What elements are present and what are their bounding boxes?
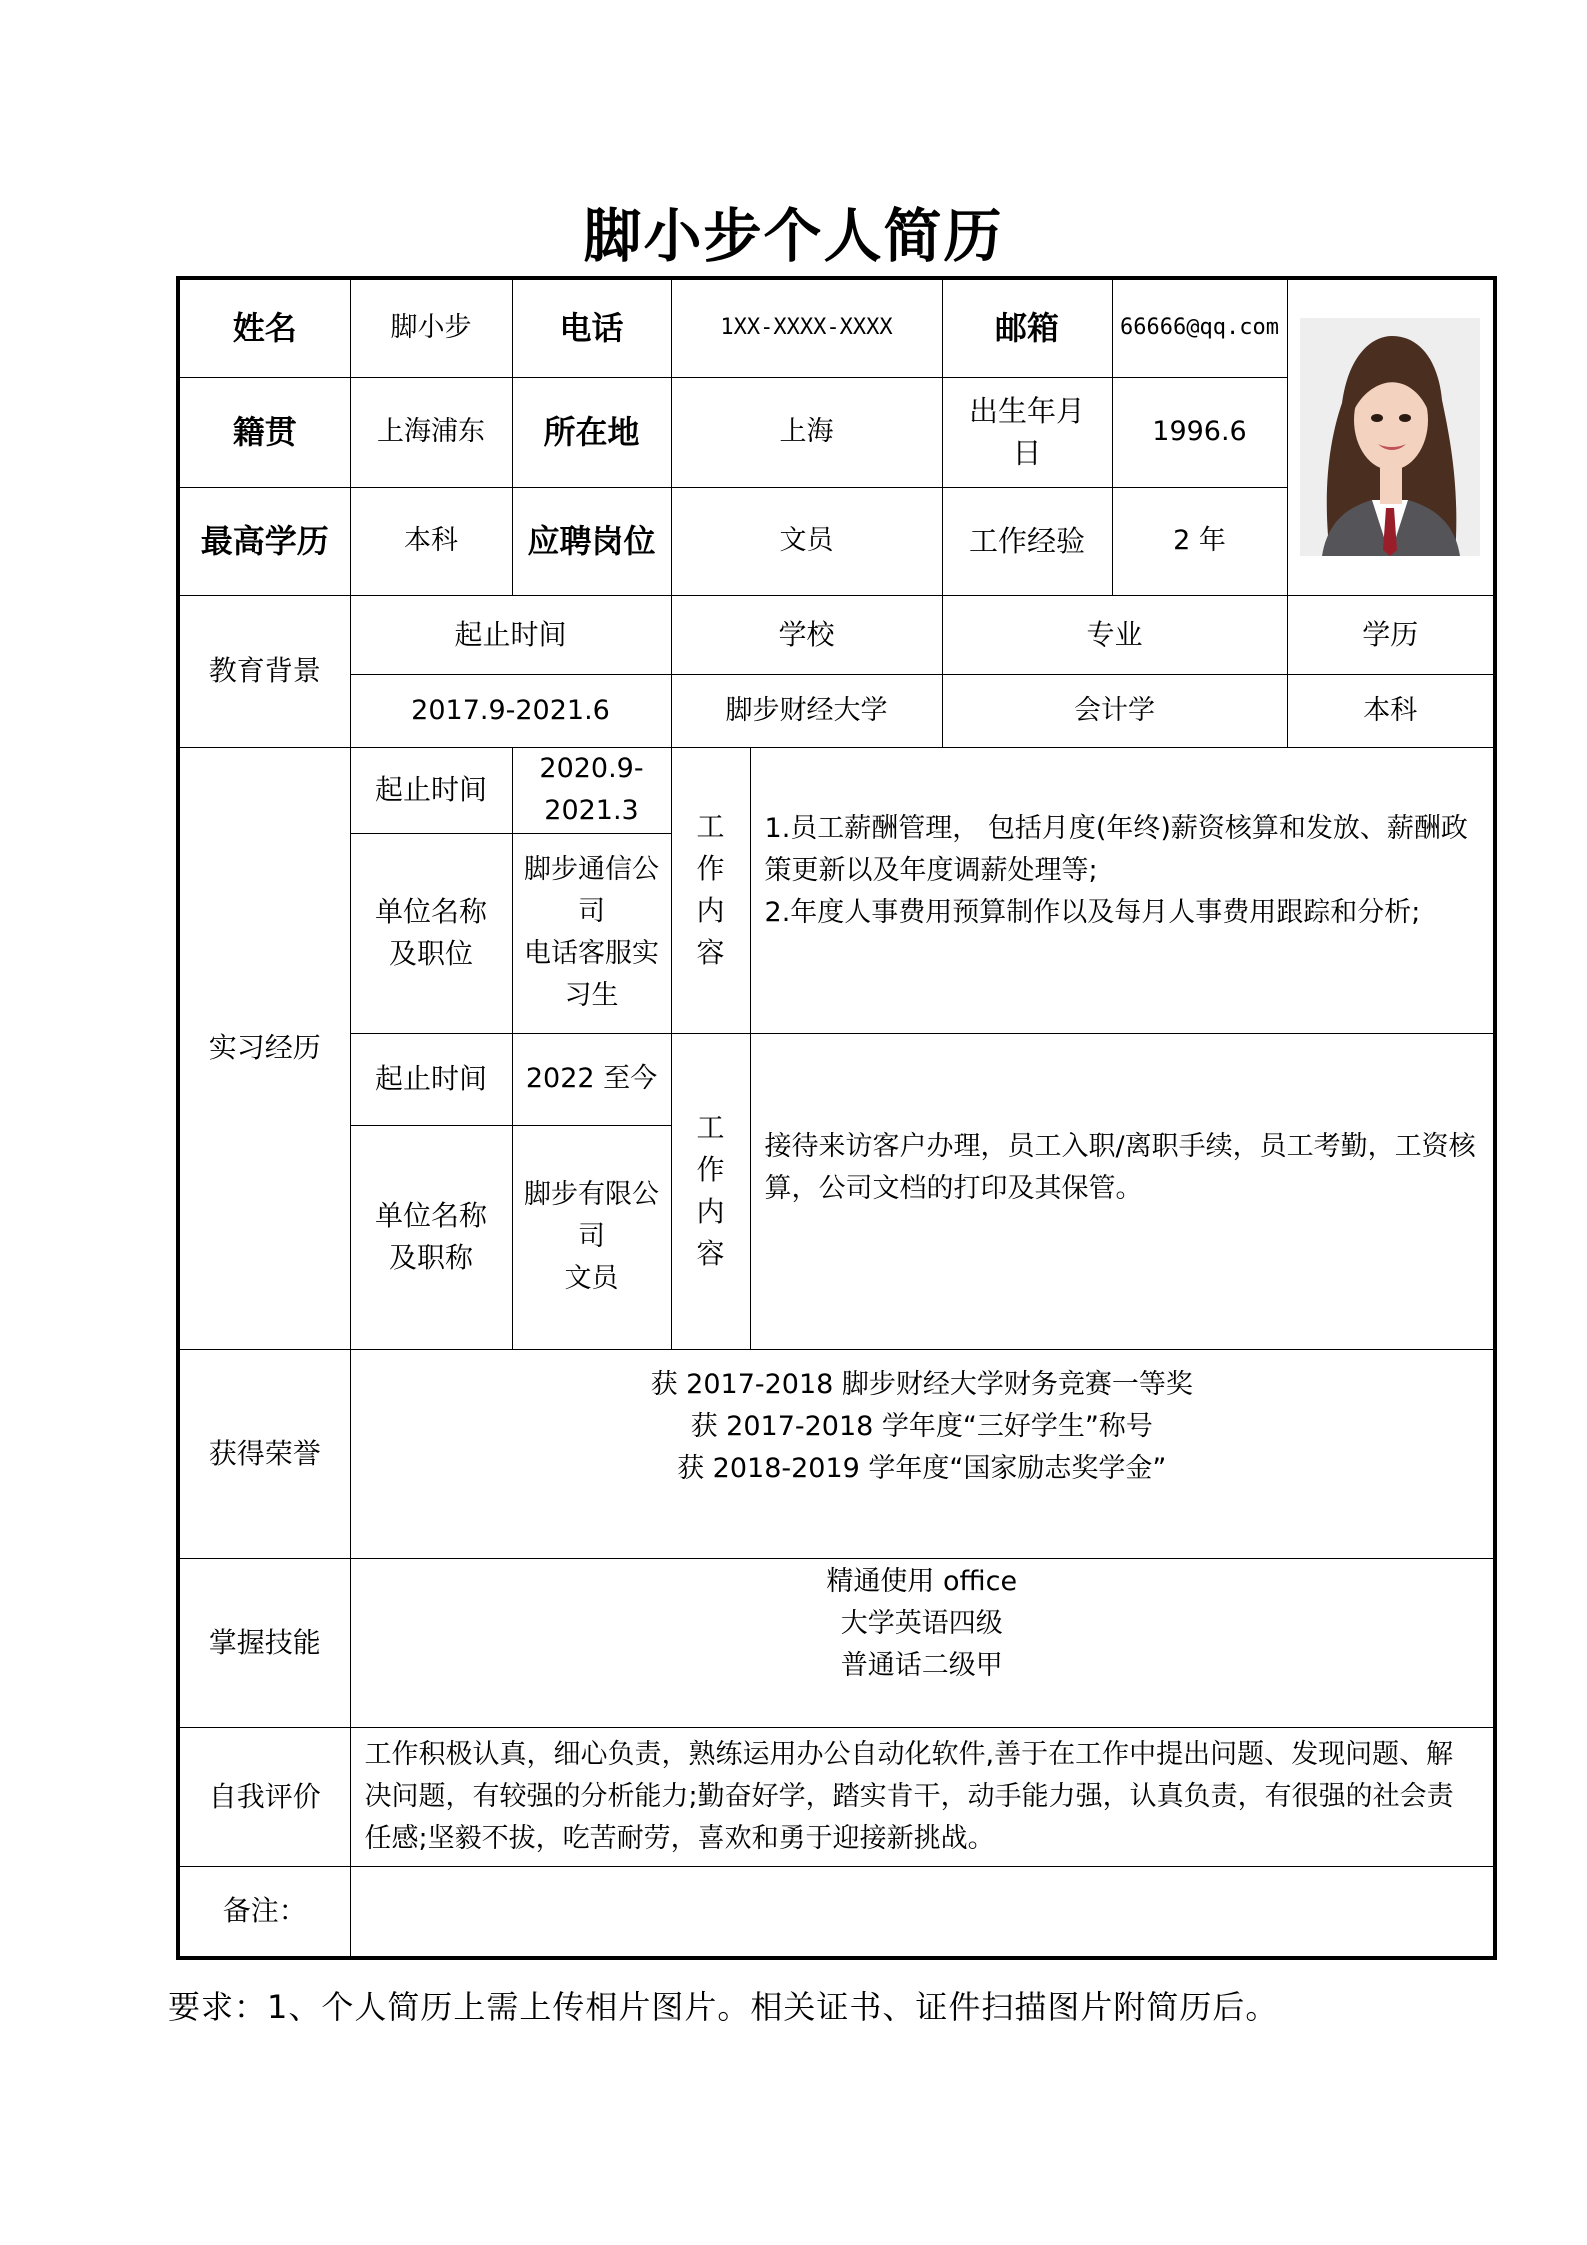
hometown-label: 籍贯: [178, 377, 350, 487]
degree-value: 本科: [350, 487, 512, 595]
org-role: 文员: [564, 1263, 619, 1294]
internship-content: [750, 747, 1495, 1033]
internship-content: [750, 1033, 1495, 1349]
content-line: 2.年度人事费用预算制作以及每月人事费用跟踪和分析;: [764, 896, 1421, 928]
vertical-label: 工作内容: [696, 1111, 725, 1270]
birth-label: 出生年月日: [942, 377, 1112, 487]
remarks-value: [350, 1866, 1495, 1958]
name-value: 脚小步: [350, 278, 512, 377]
hometown-value: 上海浦东: [350, 377, 512, 487]
photo-cell: [1287, 278, 1495, 595]
email-value: 66666@qq.com: [1112, 278, 1287, 377]
name-label: 姓名: [178, 278, 350, 377]
education-header-major: 专业: [942, 595, 1287, 674]
org-name: 脚步有限公司: [524, 1179, 659, 1252]
phone-label: 电话: [512, 278, 671, 377]
position-value: 文员: [671, 487, 942, 595]
education-header-period: 起止时间: [350, 595, 671, 674]
education-header-school: 学校: [671, 595, 942, 674]
internship-org-label: 单位名称及职位: [350, 833, 512, 1033]
internship-label: 实习经历: [178, 747, 350, 1349]
skills-label: 掌握技能: [178, 1558, 350, 1727]
degree-label: 最高学历: [178, 487, 350, 595]
email-label: 邮箱: [942, 278, 1112, 377]
self-eval-text: 工作积极认真，细心负责，熟练运用办公自动化软件,善于在工作中提出问题、发现问题、解决问题，有较强的分析能力;勤奋好学，踏实肯干，动手能力强，认真负责，有很强的社会责任感;坚毅不拔，吃苦耐劳，喜欢和勇于迎接新挑战。: [350, 1727, 1495, 1866]
education-major: 会计学: [942, 674, 1287, 747]
skill-item: 大学英语四级: [840, 1607, 1003, 1639]
internship-period-value: 2020.9-2021.3: [512, 747, 671, 833]
phone-value: 1XX-XXXX-XXXX: [671, 278, 942, 377]
org-name: 脚步通信公司: [524, 854, 659, 927]
education-label: 教育背景: [178, 595, 350, 747]
internship-org-value: [512, 833, 671, 1033]
internship-period-value: 2022 至今: [512, 1033, 671, 1125]
location-value: 上海: [671, 377, 942, 487]
birth-value: 1996.6: [1112, 377, 1287, 487]
internship-org-value: [512, 1125, 671, 1349]
internship-org-label: 单位名称及职称: [350, 1125, 512, 1349]
education-header-degree: 学历: [1287, 595, 1495, 674]
footer-note: 要求：1、个人简历上需上传相片图片。相关证书、证件扫描图片附简历后。: [168, 1988, 1279, 2026]
position-label: 应聘岗位: [512, 487, 671, 595]
honors-label: 获得荣誉: [178, 1349, 350, 1558]
location-label: 所在地: [512, 377, 671, 487]
skills-list: [350, 1558, 1495, 1727]
experience-value: 2 年: [1112, 487, 1287, 595]
vertical-label: 工作内容: [696, 810, 725, 969]
honors-list: [350, 1349, 1495, 1558]
internship-content-label: [671, 747, 750, 1033]
internship-content-label: [671, 1033, 750, 1349]
remarks-label: 备注：: [178, 1866, 350, 1958]
internship-period-label: 起止时间: [350, 747, 512, 833]
internship-period-label: 起止时间: [350, 1033, 512, 1125]
org-role: 电话客服实习生: [524, 938, 659, 1011]
education-period: 2017.9-2021.6: [350, 674, 671, 747]
skill-item: 精通使用 office: [826, 1565, 1018, 1597]
honor-item: 获 2017-2018 学年度“三好学生”称号: [690, 1410, 1153, 1442]
resume-table: [176, 276, 1497, 1960]
honor-item: 获 2017-2018 脚步财经大学财务竞赛一等奖: [650, 1368, 1193, 1400]
content-line: 接待来访客户办理，员工入职/离职手续，员工考勤，工资核算，公司文档的打印及其保管。: [764, 1130, 1476, 1204]
portrait-photo: [1300, 318, 1480, 556]
self-eval-label: 自我评价: [178, 1727, 350, 1866]
experience-label: 工作经验: [942, 487, 1112, 595]
education-degree: 本科: [1287, 674, 1495, 747]
page-title: 脚小步个人简历: [583, 202, 1004, 270]
education-school: 脚步财经大学: [671, 674, 942, 747]
content-line: 1.员工薪酬管理， 包括月度(年终)薪资核算和发放、薪酬政策更新以及年度调薪处理等;: [764, 812, 1468, 886]
skill-item: 普通话二级甲: [840, 1649, 1003, 1681]
honor-item: 获 2018-2019 学年度“国家励志奖学金”: [677, 1452, 1167, 1484]
